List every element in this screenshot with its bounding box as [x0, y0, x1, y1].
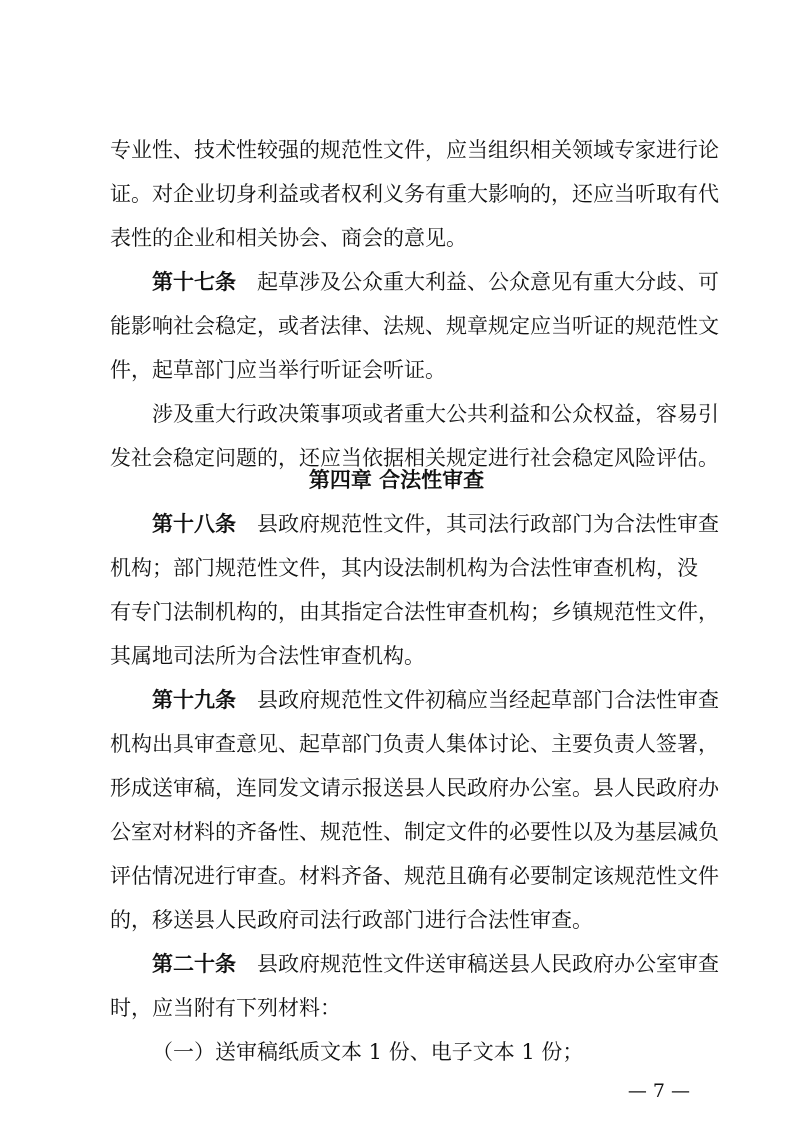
article-20-first-line [152, 942, 719, 986]
article-19-line-1: 县政府规范性文件初稿应当经起草部门合法性审查 [257, 688, 719, 712]
article-17-line-1: 起草涉及公众重大利益、公众意见有重大分歧、可 [257, 270, 719, 294]
article-18-label: 第十八条 [152, 512, 236, 536]
chapter-heading: 第四章 合法性审查 [308, 468, 485, 492]
item-1: （一）送审稿纸质文本 1 份、电子文本 1 份； [152, 1040, 584, 1064]
page-number: — 7 — [627, 1080, 690, 1102]
article-19-line-4: 公室对材料的齐备性、规范性、制定文件的必要性以及为基层减负 [110, 820, 719, 844]
article-19-line-6: 的，移送县人民政府司法行政部门进行合法性审查。 [110, 908, 593, 932]
article-17-line-2: 能影响社会稳定，或者法律、法规、规章规定应当听证的规范性文 [110, 314, 719, 338]
article-18-line-2: 机构；部门规范性文件，其内设法制机构为合法性审查机构，没 [110, 556, 698, 580]
article-19-line-2: 机构出具审查意见、起草部门负责人集体讨论、主要负责人签署， [110, 732, 719, 756]
article-19-first-line [152, 678, 719, 722]
paragraph-2-line-1: 涉及重大行政决策事项或者重大公共利益和公众权益，容易引 [152, 402, 719, 426]
article-18-first-line [152, 502, 719, 546]
article-18-line-1: 县政府规范性文件，其司法行政部门为合法性审查 [257, 512, 719, 536]
paragraph-2-line-2: 发社会稳定问题的，还应当依据相关规定进行社会稳定风险评估。 [110, 446, 719, 470]
article-20-label: 第二十条 [152, 952, 236, 976]
paragraph-1-line-1: 专业性、技术性较强的规范性文件，应当组织相关领域专家进行论 [110, 138, 719, 162]
article-18-line-3: 有专门法制机构的，由其指定合法性审查机构；乡镇规范性文件， [110, 600, 719, 624]
article-19-line-3: 形成送审稿，连同发文请示报送县人民政府办公室。县人民政府办 [110, 776, 719, 800]
article-19-line-5: 评估情况进行审查。材料齐备、规范且确有必要制定该规范性文件 [110, 864, 719, 888]
paragraph-1-line-3: 表性的企业和相关协会、商会的意见。 [110, 226, 467, 250]
article-17-line-3: 件，起草部门应当举行听证会听证。 [110, 358, 446, 382]
article-20-line-2: 时，应当附有下列材料： [110, 996, 341, 1020]
article-20-line-1: 县政府规范性文件送审稿送县人民政府办公室审查 [257, 952, 719, 976]
article-18-line-4: 其属地司法所为合法性审查机构。 [110, 644, 425, 668]
article-19-label: 第十九条 [152, 688, 236, 712]
article-17-first-line [152, 260, 719, 304]
article-17-label: 第十七条 [152, 270, 236, 294]
paragraph-1-line-2: 证。对企业切身利益或者权利义务有重大影响的，还应当听取有代 [110, 182, 719, 206]
